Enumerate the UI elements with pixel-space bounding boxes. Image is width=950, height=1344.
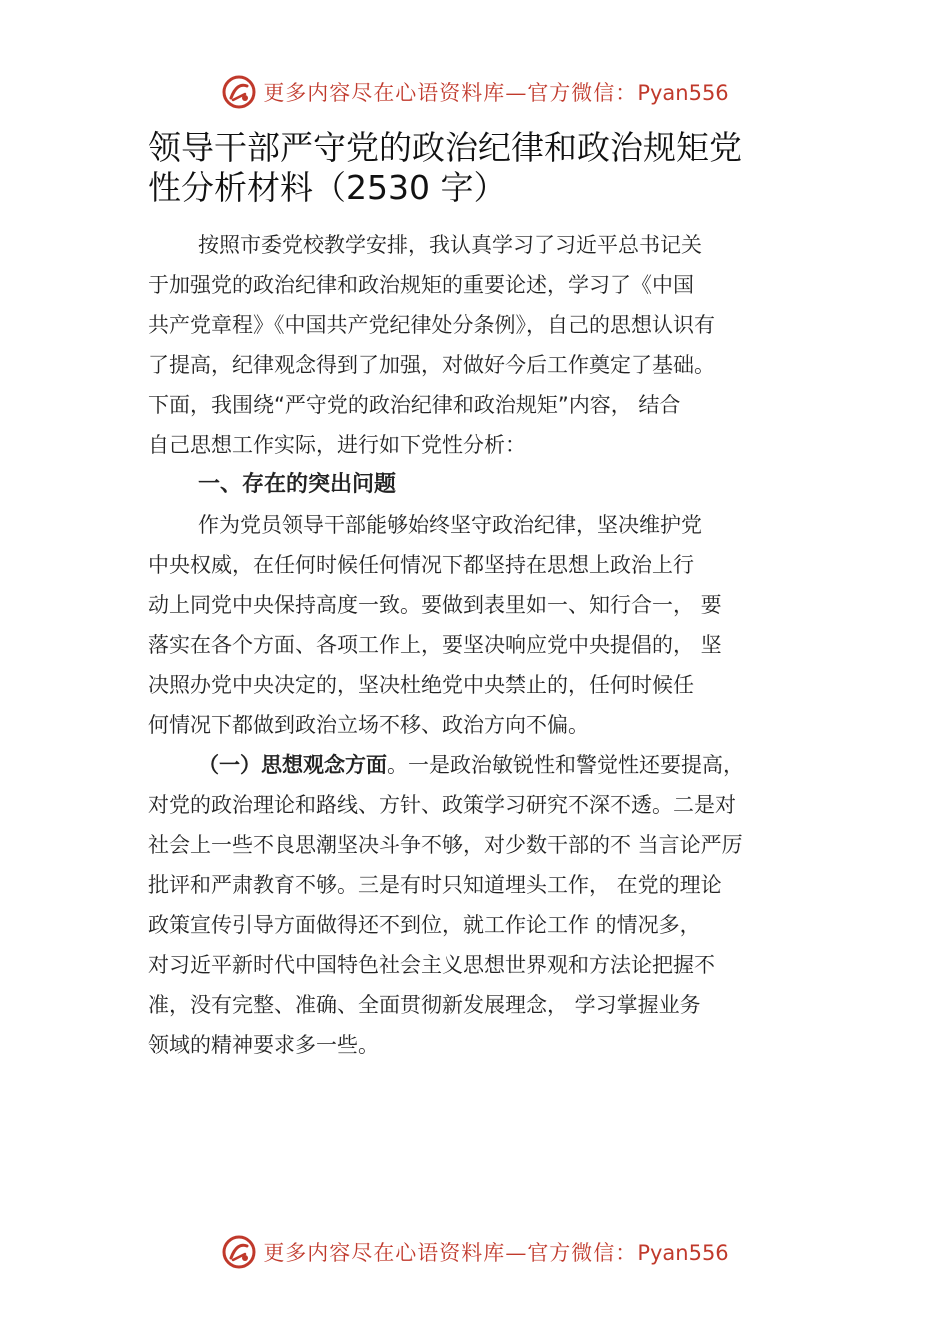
intro-line: 下面，我围绕“严守党的政治纪律和政治规矩”内容， 结合 [148,393,681,417]
subsection-first-line [148,745,838,785]
header-banner [0,70,950,114]
footer-banner [0,1230,950,1274]
subsection-line: 社会上一些不良思潮坚决斗争不够，对少数干部的不 当言论严厉 [148,833,743,857]
banner-main: 更多内容尽在心语资料库 [263,1241,506,1265]
section-line: 中央权威，在任何时候任何情况下都坚持在思想上政治上行 [148,553,694,577]
title-line-2: 性分析材料（2530 字） [148,168,507,207]
page-title [148,128,788,208]
subsection-first-rest: 。一是政治敏锐性和警觉性还要提高， [387,753,744,777]
subsection-line: 准，没有完整、准确、全面贯彻新发展理念， 学习掌握业务 [148,993,701,1017]
banner-text [263,77,728,107]
intro-line: 共产党章程》《中国共产党纪律处分条例》，自己的思想认识有 [148,313,715,337]
subsection-line: 对习近平新时代中国特色社会主义思想世界观和方法论把握不 [148,953,715,977]
subsection-line: 领域的精神要求多一些。 [148,1033,379,1057]
subsection-heading: （一）思想观念方面 [198,753,387,777]
banner-wechat-label: 官方微信： [527,81,638,105]
banner-wechat-id: Pyan556 [637,1241,729,1265]
seal-logo-icon [221,74,257,110]
banner-text [263,1237,728,1267]
section-line: 作为党员领导干部能够始终坚守政治纪律，坚决维护党 [198,513,702,537]
banner-main: 更多内容尽在心语资料库 [263,81,506,105]
intro-line: 自己思想工作实际，进行如下党性分析： [148,433,526,457]
section-heading: 一、存在的突出问题 [198,472,397,497]
section-line: 何情况下都做到政治立场不移、政治方向不偏。 [148,713,589,737]
subsection-line: 政策宣传引导方面做得还不到位，就工作论工作 的情况多， [148,913,701,937]
banner-wechat-label: 官方微信： [527,1241,638,1265]
banner-wechat-id: Pyan556 [637,81,729,105]
section-line: 决照办党中央决定的，坚决杜绝党中央禁止的，任何时候任 [148,673,694,697]
section-line: 落实在各个方面、各项工作上，要坚决响应党中央提倡的， 坚 [148,633,722,657]
subsection-line: 对党的政治理论和路线、方针、政策学习研究不深不透。二是对 [148,793,736,817]
seal-logo-icon [221,1234,257,1270]
banner-separator: — [505,81,528,105]
intro-line: 于加强党的政治纪律和政治规矩的重要论述，学习了《中国 [148,273,694,297]
title-line-1: 领导干部严守党的政治纪律和政治规矩党 [148,128,742,167]
intro-line: 了提高，纪律观念得到了加强，对做好今后工作奠定了基础。 [148,353,715,377]
section-line: 动上同党中央保持高度一致。要做到表里如一、知行合一， 要 [148,593,722,617]
intro-line: 按照市委党校教学安排，我认真学习了习近平总书记关 [198,233,702,257]
document-body [148,225,838,1065]
banner-separator: — [505,1241,528,1265]
subsection-line: 批评和严肃教育不够。三是有时只知道埋头工作， 在党的理论 [148,873,722,897]
